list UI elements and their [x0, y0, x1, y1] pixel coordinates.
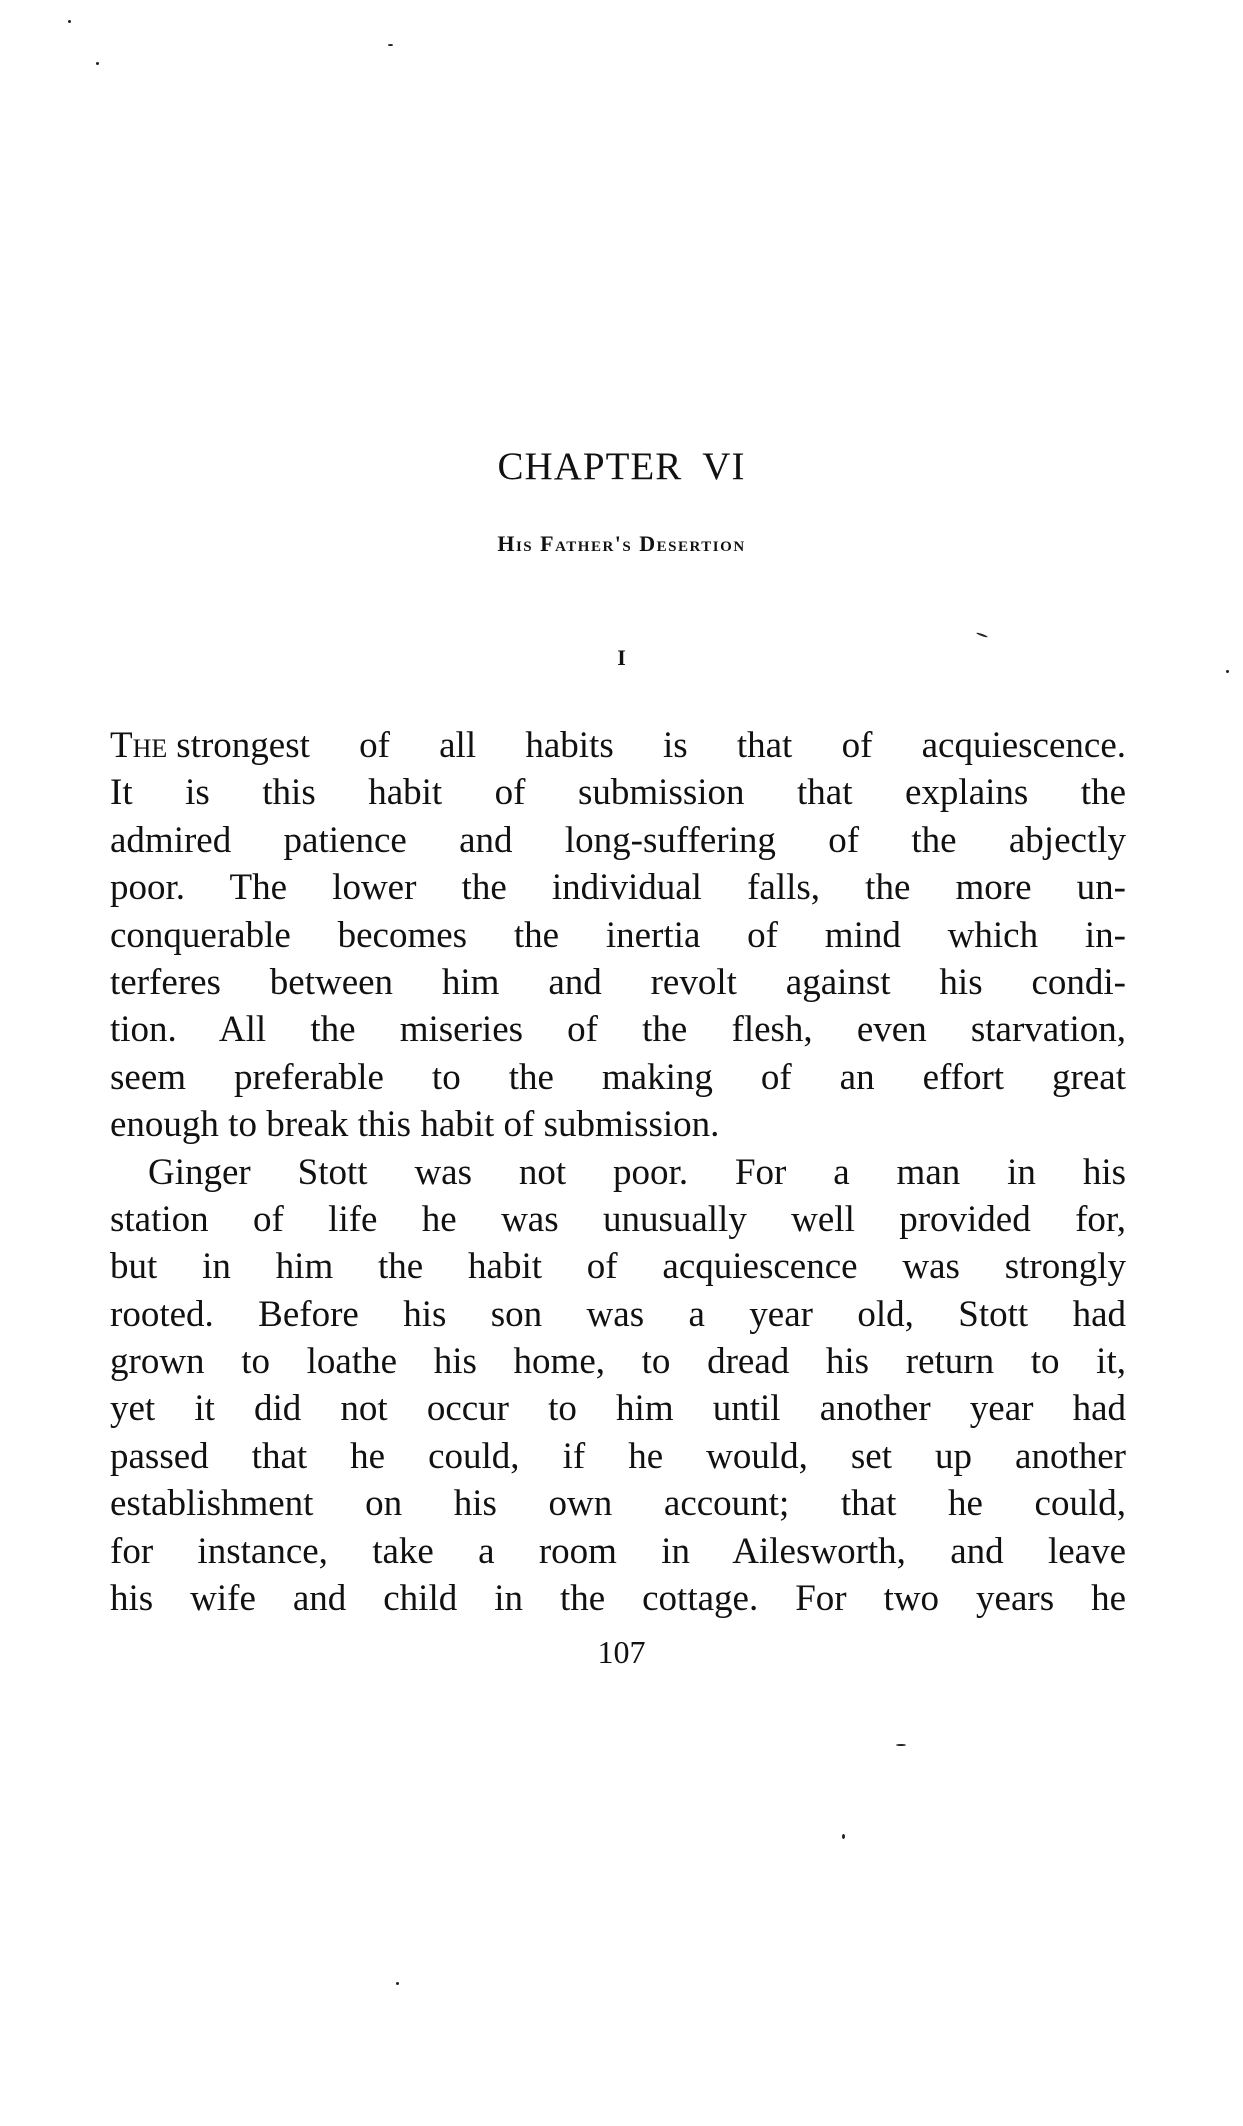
- first-word: The: [110, 725, 168, 766]
- text-line: but in him the habit of acquiescence was strongly: [110, 1246, 1126, 1288]
- section-number: I: [617, 645, 626, 670]
- scan-speck: [896, 1744, 906, 1746]
- chapter-subtitle: His Father's Desertion: [497, 531, 746, 556]
- text-line: establishment on his own account; that he could,: [110, 1483, 1126, 1525]
- text-line: station of life he was unusually well provided for,: [110, 1198, 1126, 1240]
- scan-speck: [976, 632, 988, 638]
- body-text: [110, 722, 1126, 1622]
- chapter-title: CHAPTER VI: [497, 445, 746, 488]
- scan-speck: [388, 44, 393, 46]
- first-text-line: [110, 722, 1126, 769]
- scan-speck: [396, 1982, 399, 1985]
- scan-speck: [96, 62, 99, 65]
- text-line: enough to break this habit of submission.: [110, 1104, 720, 1146]
- text-line: admired patience and long-suffering of the abjectly: [110, 819, 1126, 861]
- scan-speck: [1226, 670, 1229, 673]
- scan-speck: [842, 1834, 845, 1839]
- text-line: rooted. Before his son was a year old, Stott had: [110, 1293, 1126, 1335]
- text-line: Ginger Stott was not poor. For a man in his: [148, 1151, 1126, 1193]
- text-line: It is this habit of submission that explains the: [110, 772, 1126, 814]
- text-line: tion. All the miseries of the flesh, even starvation,: [110, 1009, 1126, 1051]
- page-number: 107: [597, 1634, 646, 1670]
- scan-speck: [68, 20, 71, 23]
- text-line-content: strongest of all habits is that of acquiescence.: [176, 725, 1126, 766]
- text-line: his wife and child in the cottage. For two years he: [110, 1578, 1126, 1620]
- text-line: grown to loathe his home, to dread his return to it,: [110, 1341, 1126, 1383]
- text-line: passed that he could, if he would, set up another: [110, 1435, 1126, 1477]
- text-line: yet it did not occur to him until another year had: [110, 1388, 1126, 1430]
- text-line: terferes between him and revolt against his condi-: [110, 961, 1126, 1003]
- text-line: poor. The lower the individual falls, the more un-: [110, 867, 1126, 909]
- text-line: seem preferable to the making of an effort great: [110, 1056, 1126, 1098]
- text-line: conquerable becomes the inertia of mind which in-: [110, 914, 1126, 956]
- text-line: for instance, take a room in Ailesworth, and leave: [110, 1530, 1126, 1572]
